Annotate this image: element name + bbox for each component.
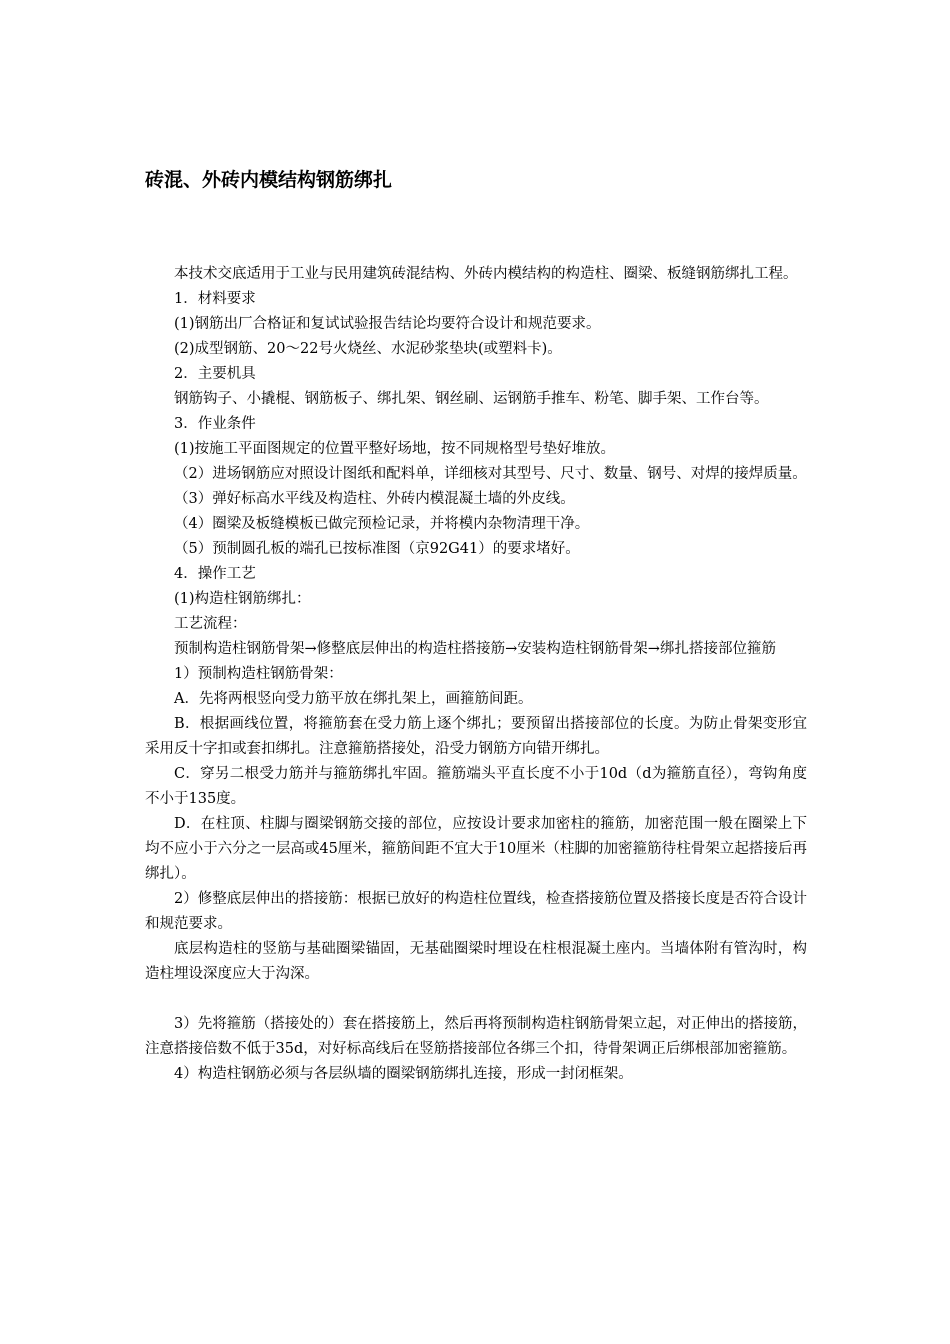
paragraph: 底层构造柱的竖筋与基础圈梁锚固，无基础圈梁时埋设在柱根混凝土座内。当墙体附有管沟时，构造柱埋设深度应大于沟深。 xyxy=(145,941,807,982)
paragraph: D．在柱顶、柱脚与圈梁钢筋交接的部位，应按设计要求加密柱的箍筋，加密范围一般在圈梁上下均不应小于六分之一层高或45厘米，箍筋间距不宜大于10厘米（柱脚的加密箍筋待柱骨架立起搭接后再绑扎）。 xyxy=(145,816,807,882)
section-heading-process: 4．操作工艺 xyxy=(174,566,256,582)
blank-line xyxy=(145,987,807,1012)
paragraph: （5）预制圆孔板的端孔已按标准图（京92G41）的要求堵好。 xyxy=(174,541,580,557)
paragraph: (1)钢筋出厂合格证和复试试验报告结论均要符合设计和规范要求。 xyxy=(174,316,601,332)
paragraph: (1)按施工平面图规定的位置平整好场地，按不同规格型号垫好堆放。 xyxy=(174,441,616,457)
paragraph: 钢筋钩子、小撬棍、钢筋板子、绑扎架、钢丝刷、运钢筋手推车、粉笔、脚手架、工作台等。 xyxy=(174,391,769,407)
section-heading-materials: 1．材料要求 xyxy=(174,291,256,307)
paragraph: A．先将两根竖向受力筋平放在绑扎架上，画箍筋间距。 xyxy=(174,691,533,707)
paragraph: 1）预制构造柱钢筋骨架： xyxy=(174,666,343,682)
intro-paragraph: 本技术交底适用于工业与民用建筑砖混结构、外砖内模结构的构造柱、圈梁、板缝钢筋绑扎工程。 xyxy=(174,266,798,282)
paragraph: 工艺流程： xyxy=(174,616,247,632)
paragraph: C．穿另二根受力筋并与箍筋绑扎牢固。箍筋端头平直长度不小于10d（d为箍筋直径），弯钩角度不小于135度。 xyxy=(145,766,807,807)
paragraph: （4）圈梁及板缝模板已做完预检记录，并将模内杂物清理干净。 xyxy=(174,516,590,532)
section-heading-conditions: 3．作业条件 xyxy=(174,416,256,432)
section-heading-tools: 2．主要机具 xyxy=(174,366,256,382)
paragraph: 3）先将箍筋（搭接处的）套在搭接筋上，然后再将预制构造柱钢筋骨架立起，对正伸出的搭接筋，注意搭接倍数不低于35d，对好标高线后在竖筋搭接部位各绑三个扣，待骨架调正后绑根部加密箍筋。 xyxy=(145,1016,807,1057)
paragraph: 2）修整底层伸出的搭接筋：根据已放好的构造柱位置线，检查搭接筋位置及搭接长度是否符合设计和规范要求。 xyxy=(145,891,807,932)
document-title: 砖混、外砖内模结构钢筋绑扎 xyxy=(145,169,393,191)
paragraph: (1)构造柱钢筋绑扎： xyxy=(174,591,311,607)
paragraph: （3）弹好标高水平线及构造柱、外砖内模混凝土墙的外皮线。 xyxy=(174,491,575,507)
paragraph: B．根据画线位置，将箍筋套在受力筋上逐个绑扎；要预留出搭接部位的长度。为防止骨架变形宜采用反十字扣或套扣绑扎。注意箍筋搭接处，沿受力钢筋方向错开绑扎。 xyxy=(145,716,807,757)
paragraph: (2)成型钢筋、20～22号火烧丝、水泥砂浆垫块(或塑料卡)。 xyxy=(174,341,562,357)
document-body xyxy=(145,262,807,1087)
paragraph: （2）进场钢筋应对照设计图纸和配料单，详细核对其型号、尺寸、数量、钢号、对焊的接焊质量。 xyxy=(174,466,807,482)
paragraph: 4）构造柱钢筋必须与各层纵墙的圈梁钢筋绑扎连接，形成一封闭框架。 xyxy=(174,1066,633,1082)
paragraph: 预制构造柱钢筋骨架→修整底层伸出的构造柱搭接筋→安装构造柱钢筋骨架→绑扎搭接部位箍筋 xyxy=(174,641,776,657)
